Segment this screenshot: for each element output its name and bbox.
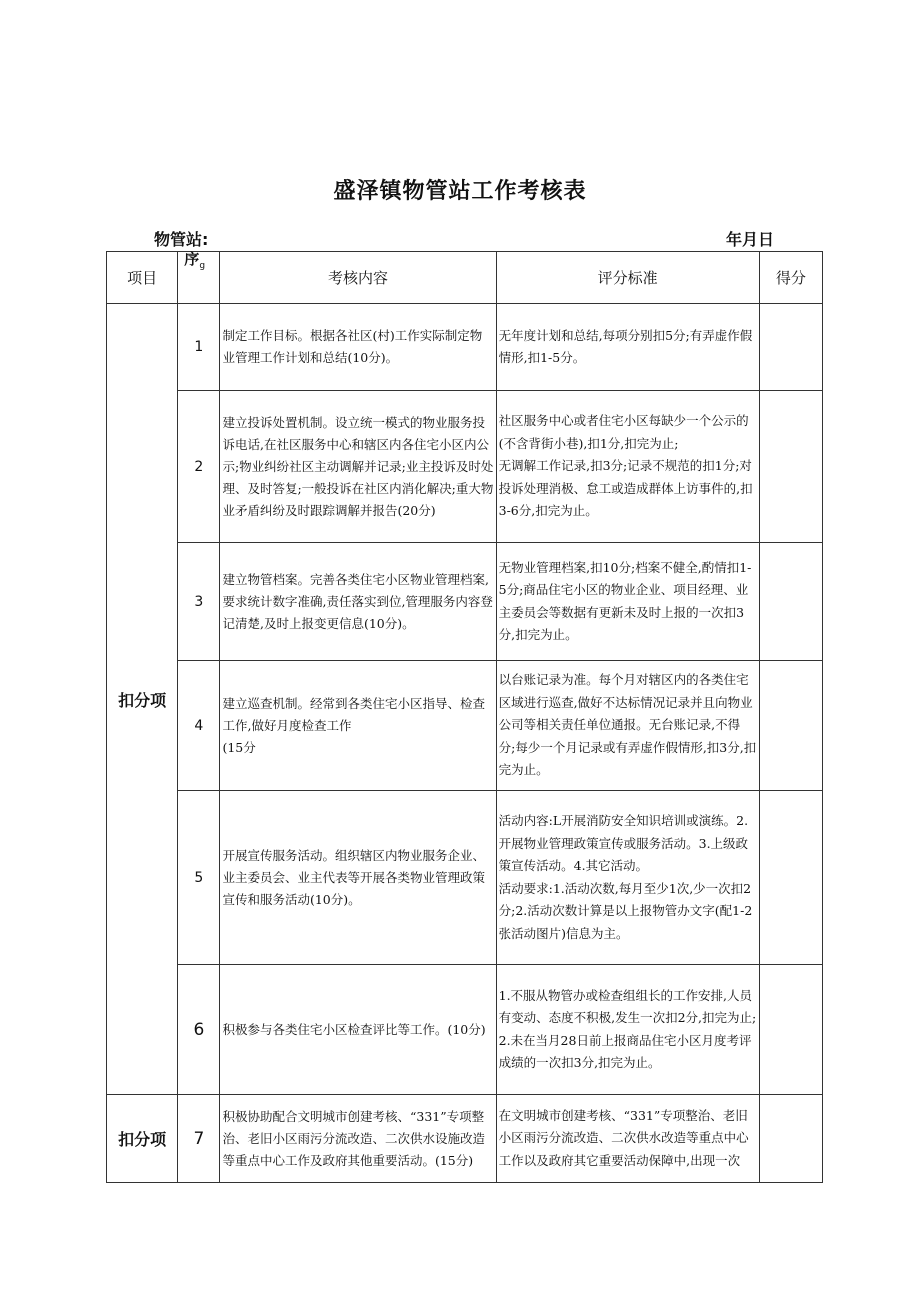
date-label: 年月日 (726, 230, 775, 249)
row-content (220, 391, 496, 543)
header-seq-suffix: g (199, 260, 206, 271)
row-number: 7 (178, 1095, 220, 1183)
row-content-text: 开展宣传服务活动。组织辖区内物业服务企业、业主委员会、业主代表等开展各类物业管理政策宣传和服务活动(10分)。 (222, 847, 485, 907)
row-standard-text: 活动内容:L开展消防安全知识培训或演练。2.开展物业管理政策宣传或服务活动。3.上级政策宣传活动。4.其它活动。 活动要求:1.活动次数,每月至少1次,少一次扣2分;2.活动次数计算是以上报物管办文字(配1-2张活动图片)信息为主。 (498, 813, 753, 941)
row-content (220, 543, 496, 661)
row-content (220, 791, 496, 965)
score-cell[interactable] (759, 543, 822, 661)
row-number: 3 (178, 543, 220, 661)
row-standard-text: 以台账记录为准。每个月对辖区内的各类住宅区域进行巡查,做好不达标情况记录并且向物业公司等相关责任单位通报。无台账记录,不得分;每少一个月记录或有弄虚作假情形,扣3分,扣完为止。 (498, 672, 757, 778)
station-label: 物管站: (154, 230, 209, 249)
row-number: 2 (178, 391, 220, 543)
row-standard (496, 304, 759, 391)
section-label: 扣分项 (107, 304, 178, 1095)
table-row (107, 1095, 823, 1183)
row-standard (496, 1095, 759, 1183)
row-standard-text: 无年度计划和总结,每项分别扣5分;有弄虚作假情形,扣1-5分。 (498, 327, 753, 365)
row-content (220, 965, 496, 1095)
row-standard-text: 社区服务中心或者住宅小区每缺少一个公示的(不含背街小巷),扣1分,扣完为止; 无调解工作记录,扣3分;记录不规范的扣1分;对投诉处理消极、怠工或造成群体上访事件的,扣3-6分,扣完为止。 (498, 413, 753, 519)
header-score: 得分 (759, 252, 822, 304)
assessment-table (106, 251, 823, 1183)
row-content (220, 661, 496, 791)
score-cell[interactable] (759, 304, 822, 391)
header-project: 项目 (107, 252, 178, 304)
row-content-text: 积极协助配合文明城市创建考核、“331”专项整治、老旧小区雨污分流改造、二次供水设施改造等重点中心工作及政府其他重要活动。(15分) (222, 1108, 485, 1168)
row-number: 1 (178, 304, 220, 391)
page-title: 盛泽镇物管站工作考核表 (333, 179, 587, 204)
row-content (220, 304, 496, 391)
row-content-text: 积极参与各类住宅小区检查评比等工作。(10分) (222, 1021, 486, 1037)
row-content (220, 1095, 496, 1183)
table-header-row (107, 252, 823, 304)
header-seq (178, 252, 220, 304)
row-content-text: 制定工作目标。根据各社区(村)工作实际制定物业管理工作计划和总结(10分)。 (222, 328, 483, 365)
score-cell[interactable] (759, 391, 822, 543)
score-cell[interactable] (759, 965, 822, 1095)
row-standard (496, 965, 759, 1095)
header-content: 考核内容 (220, 252, 496, 304)
table-row (107, 661, 823, 791)
row-number: 4 (178, 661, 220, 791)
table-row (107, 543, 823, 661)
row-standard (496, 391, 759, 543)
section-label: 扣分项 (107, 1095, 178, 1183)
row-standard-text: 1.不服从物管办或检查组组长的工作安排,人员有变动、态度不积极,发生一次扣2分,扣完为止; 2.未在当月28日前上报商品住宅小区月度考评成绩的一次扣3分,扣完为止。 (498, 987, 757, 1070)
score-cell[interactable] (759, 791, 822, 965)
row-standard-text: 在文明城市创建考核、“331”专项整治、老旧小区雨污分流改造、二次供水改造等重点中心工作以及政府其它重要活动保障中,出现一次 (498, 1107, 749, 1168)
header-seq-text: 序 (184, 250, 200, 268)
header-standard: 评分标准 (496, 252, 759, 304)
table-row (107, 304, 823, 391)
row-number: 5 (178, 791, 220, 965)
row-content-text: 建立巡查机制。经常到各类住宅小区指导、检查工作,做好月度检查工作 (15分 (222, 695, 485, 755)
score-cell[interactable] (759, 661, 822, 791)
row-content-text: 建立投诉处置机制。设立统一模式的物业服务投诉电话,在社区服务中心和辖区内各住宅小区内公示;物业纠纷社区主动调解并记录;业主投诉及时处理、及时答复;一般投诉在社区内消化解决;重大物业矛盾纠纷及时跟踪调解并报告(20分) (222, 414, 494, 518)
table-row (107, 391, 823, 543)
score-cell[interactable] (759, 1095, 822, 1183)
row-standard-text: 无物业管理档案,扣10分;档案不健全,酌情扣1-5分;商品住宅小区的物业企业、项目经理、业主委员会等数据有更新未及时上报的一次扣3分,扣完为止。 (498, 559, 752, 642)
row-number: 6 (178, 965, 220, 1095)
row-standard (496, 543, 759, 661)
table-row (107, 965, 823, 1095)
table-row (107, 791, 823, 965)
row-standard (496, 661, 759, 791)
row-content-text: 建立物管档案。完善各类住宅小区物业管理档案,要求统计数字准确,责任落实到位,管理服务内容登记清楚,及时上报变更信息(10分)。 (222, 571, 493, 631)
row-standard (496, 791, 759, 965)
